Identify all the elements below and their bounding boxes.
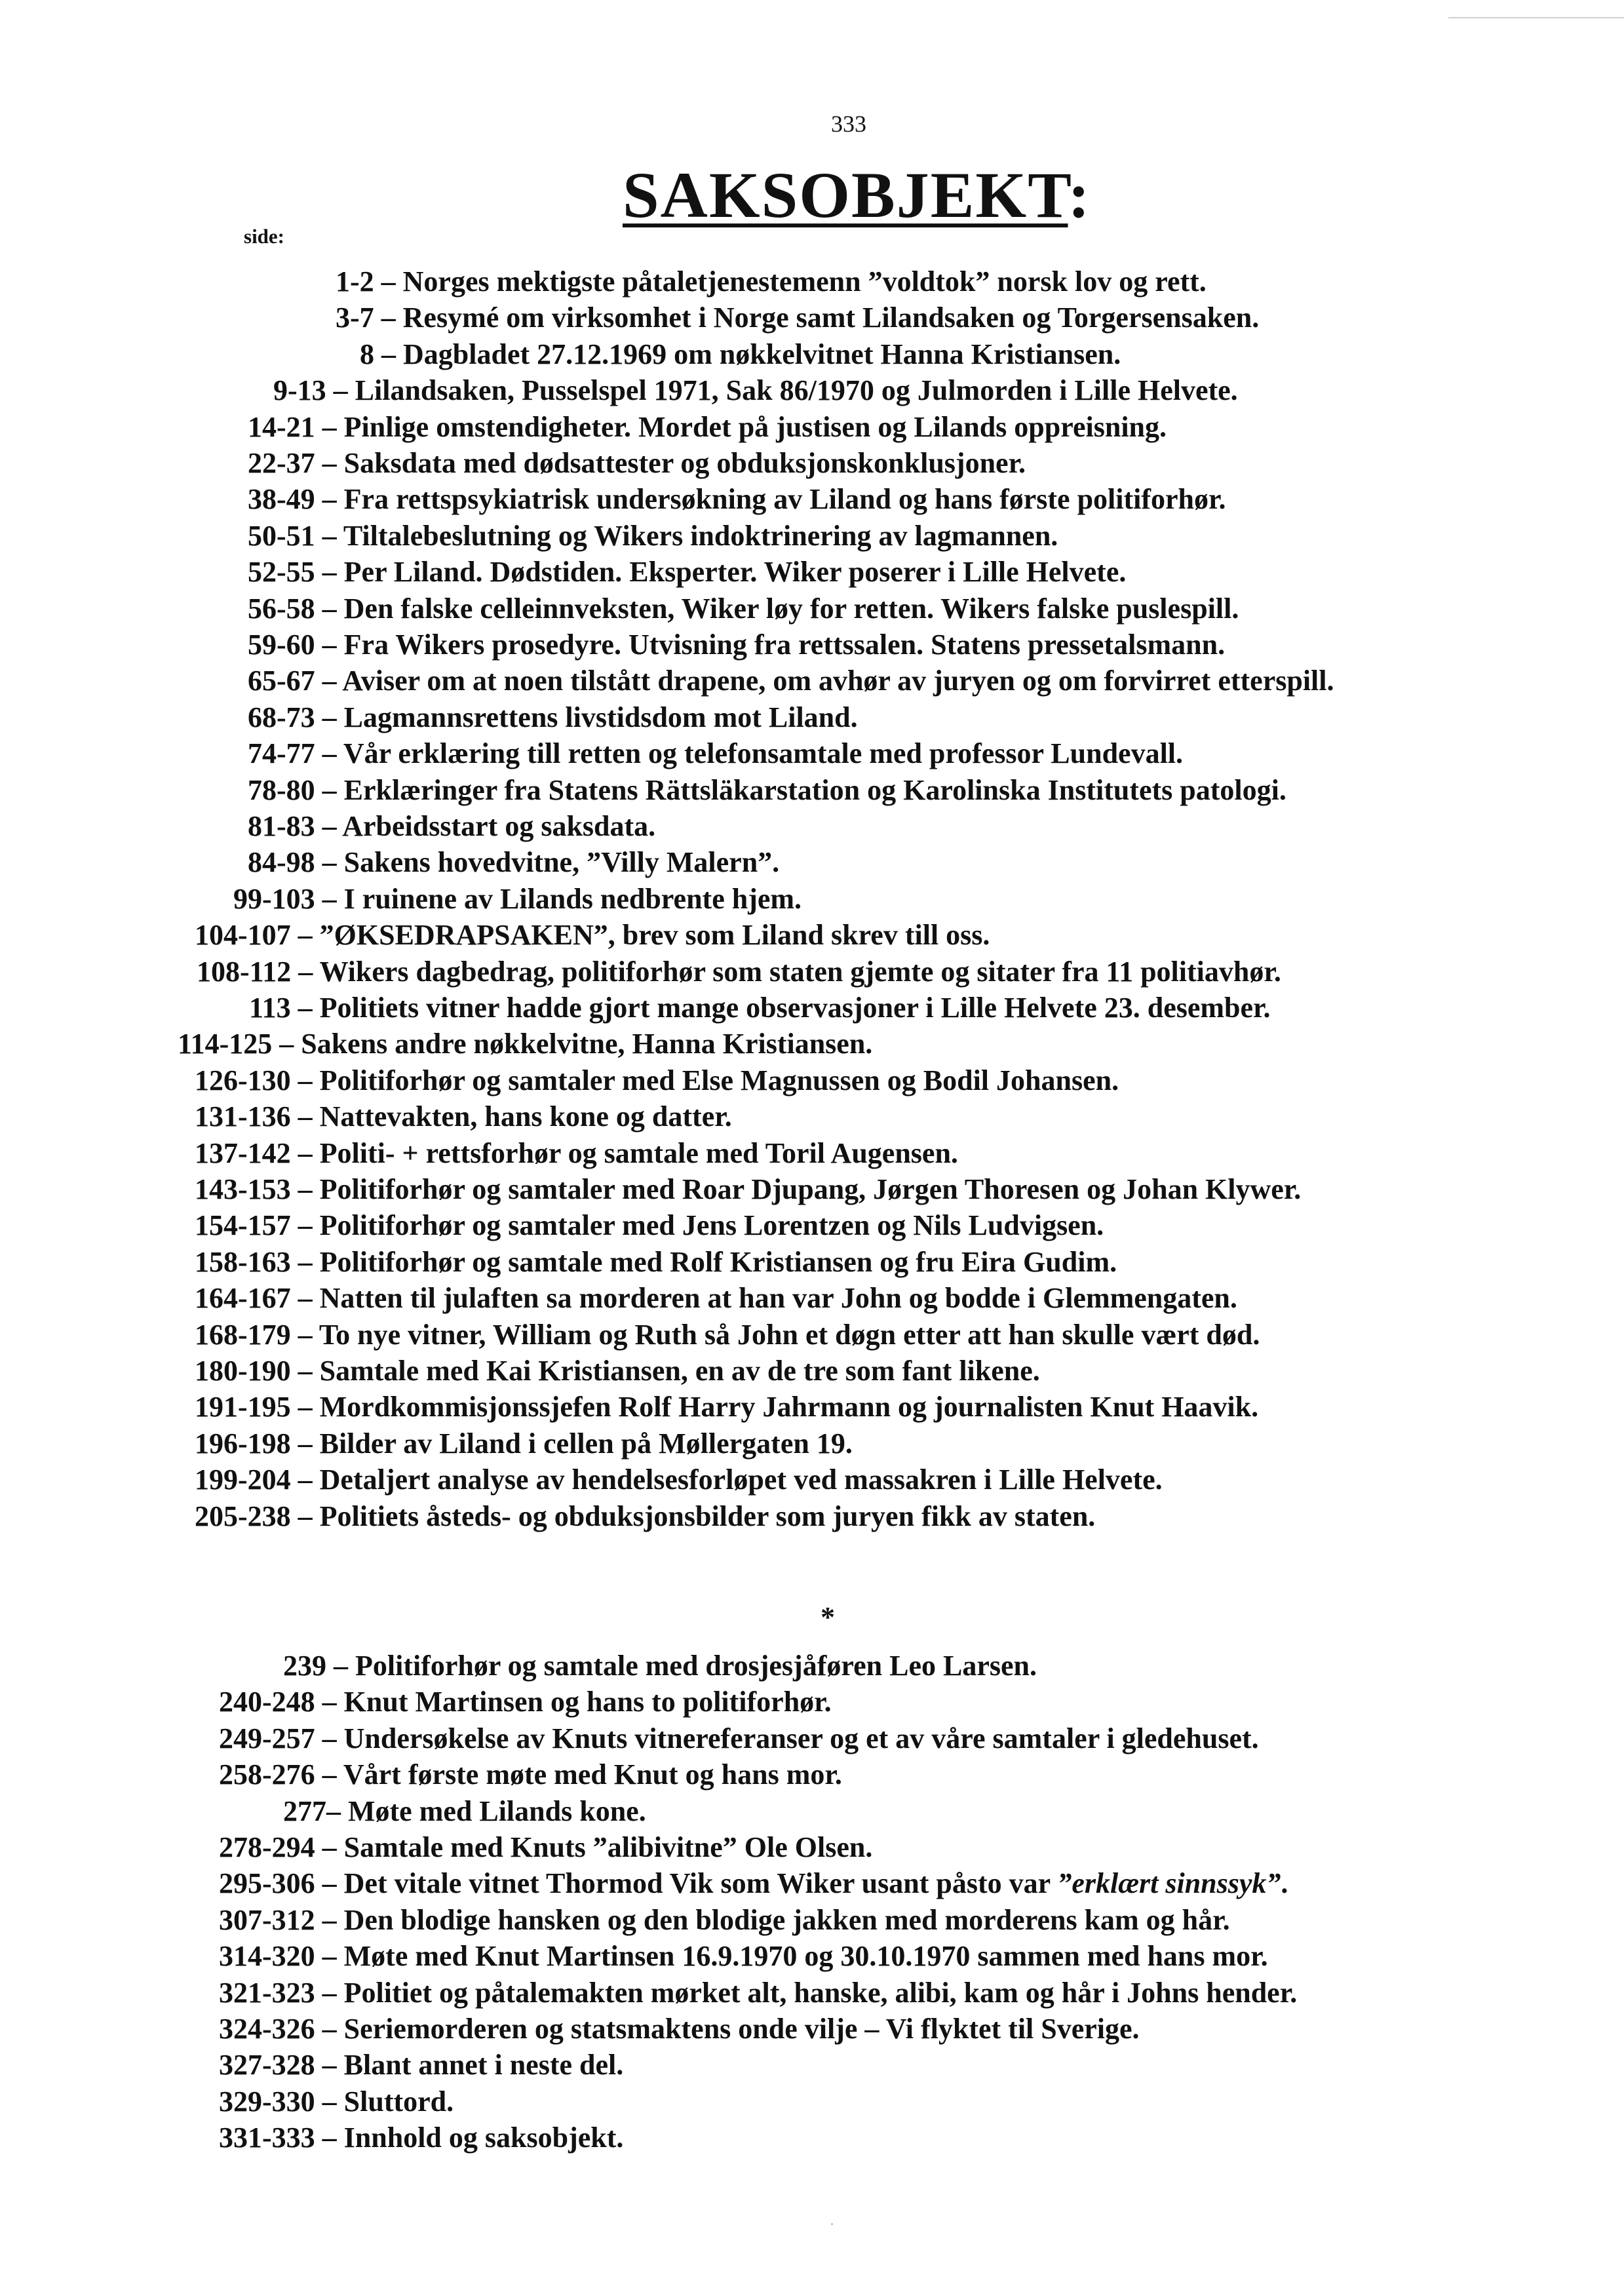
contents-entry	[195, 1175, 1301, 1204]
contents-entry	[178, 1030, 872, 1058]
entry-pages: 50-51	[248, 520, 315, 552]
contents-entry	[249, 994, 1271, 1022]
entry-dash: –	[290, 1355, 320, 1387]
scan-speck	[831, 2223, 833, 2225]
entry-dash: –	[315, 1867, 344, 1899]
entry-dash: –	[291, 956, 320, 988]
entry-pages: 81-83	[248, 810, 315, 842]
entry-dash: –	[326, 1650, 355, 1682]
entry-text: Seriemorderen og statsmaktens onde vilje – Vi flyktet til Sverige.	[343, 2013, 1140, 2045]
entry-dash: –	[315, 411, 344, 443]
contents-entry	[248, 522, 1058, 551]
entry-text: Aviser om at noen tilstått drapene, om avhør av juryen og om forvirret etterspill.	[342, 665, 1334, 697]
entry-dash: –	[315, 447, 344, 479]
entry-text: I ruinene av Lilands nedbrente hjem.	[343, 883, 802, 915]
contents-entry	[219, 2051, 623, 2080]
entry-text: Innhold og saksobjekt.	[343, 2121, 624, 2154]
contents-entry	[195, 1502, 1095, 1531]
entry-text: Mordkommisjonssjefen Rolf Harry Jahrmann og journalisten Knut Haavik.	[319, 1391, 1259, 1423]
side-label: side:	[244, 225, 284, 248]
contents-entry	[219, 1724, 1259, 1753]
entry-text: ”ØKSEDRAPSAKEN”, brev som Liland skrev till oss.	[319, 919, 990, 951]
entry-dash: –	[315, 701, 344, 733]
entry-dash: –	[315, 883, 344, 915]
contents-entry	[195, 1357, 1040, 1385]
entry-text: Natten til julaften sa morderen at han var John og bodde i Glemmengaten.	[319, 1282, 1237, 1314]
entry-pages: 199-204	[195, 1463, 291, 1496]
entry-dash: –	[315, 2121, 344, 2154]
entry-text: Knut Martinsen og hans to politiforhør.	[343, 1686, 832, 1718]
entry-pages: 143-153	[195, 1173, 291, 1205]
entry-pages: 59-60	[248, 629, 315, 661]
entry-text: Blant annet i neste del.	[343, 2049, 624, 2081]
entry-text: Politi- + rettsforhør og samtale med Toril Augensen.	[319, 1137, 958, 1169]
entry-text: Sluttord.	[343, 2085, 454, 2118]
contents-entry	[195, 1139, 958, 1168]
entry-pages: 196-198	[195, 1427, 291, 1460]
contents-entry	[248, 558, 1126, 587]
entry-pages: 56-58	[248, 592, 315, 625]
entry-text: Bilder av Liland i cellen på Møllergaten 19.	[319, 1427, 853, 1460]
contents-entry	[195, 1393, 1258, 1422]
entry-text: Fra rettspsykiatrisk undersøkning av Liland og hans første politiforhør.	[343, 483, 1226, 515]
entry-pages: 14-21	[248, 411, 315, 443]
entry-dash: –	[315, 1977, 344, 2009]
entry-dash: –	[290, 1064, 320, 1096]
entry-pages: 52-55	[248, 556, 315, 588]
entry-text: Politiforhør og samtale med Rolf Kristiansen og fru Eira Gudim.	[319, 1246, 1117, 1278]
contents-entry	[219, 1942, 1268, 1971]
entry-pages: 84-98	[248, 846, 315, 878]
entry-pages: 113	[249, 992, 291, 1024]
entry-dash: –	[290, 1209, 320, 1241]
entry-dash: –	[315, 592, 344, 625]
entry-text: Erklæringer fra Statens Rättsläkarstation og Karolinska Institutets patologi.	[343, 774, 1286, 806]
entry-text: Møte med Lilands kone.	[348, 1795, 646, 1827]
entry-pages: 154-157	[195, 1209, 291, 1241]
entry-dash: –	[315, 1831, 344, 1863]
entry-pages: 99-103	[233, 883, 315, 915]
entry-text: Politiforhør og samtale med drosjesjåføren Leo Larsen.	[355, 1650, 1037, 1682]
entry-dash: –	[315, 846, 344, 878]
entry-pages: 249-257	[219, 1722, 315, 1754]
top-rule	[1448, 17, 1624, 18]
contents-entry	[195, 1211, 1104, 1240]
entry-pages: 191-195	[195, 1391, 291, 1423]
section-separator: *	[821, 1601, 835, 1633]
entry-dash: –	[290, 1100, 320, 1133]
entry-dash: –	[315, 810, 343, 842]
entry-dash: –	[315, 774, 344, 806]
entry-dash: –	[290, 1246, 320, 1278]
entry-pages: 3-7	[336, 301, 374, 334]
entry-dash: –	[374, 338, 403, 370]
entry-pages: 258-276	[219, 1758, 315, 1791]
entry-pages: 74-77	[248, 737, 315, 769]
entry-text: Det vitale vitnet Thormod Vik som Wiker usant påsto var	[343, 1867, 1058, 1899]
entry-dash: –	[315, 1904, 344, 1936]
entry-pages: 65-67	[248, 665, 315, 697]
entry-text: Samtale med Knuts ”alibivitne” Ole Olsen.	[343, 1831, 873, 1863]
entry-dash: –	[315, 483, 344, 515]
entry-dash: –	[290, 1463, 320, 1496]
entry-text: Norges mektigste påtaletjenestemenn ”voldtok” norsk lov og rett.	[402, 265, 1207, 298]
entry-text: Lagmannsrettens livstidsdom mot Liland.	[343, 701, 858, 733]
entry-dash: –	[315, 520, 343, 552]
entry-dash: –	[315, 629, 344, 661]
contents-entry	[219, 1760, 842, 1789]
entry-pages: 108-112	[197, 956, 292, 988]
contents-entry	[248, 739, 1183, 768]
entry-pages: 278-294	[219, 1831, 315, 1863]
contents-entry	[248, 812, 655, 841]
entry-dash: –	[326, 1795, 348, 1827]
contents-entry	[248, 449, 1026, 478]
entry-text: Politiforhør og samtaler med Else Magnussen og Bodil Johansen.	[319, 1064, 1119, 1096]
entry-pages: 327-328	[219, 2049, 315, 2081]
entry-pages: 164-167	[195, 1282, 291, 1314]
entry-text: Vår erklæring till retten og telefonsamtale med professor Lundevall.	[343, 737, 1184, 769]
title-text: SAKSOBJEKT	[623, 159, 1068, 231]
contents-entry	[195, 1102, 732, 1131]
entry-pages: 68-73	[248, 701, 315, 733]
entry-text: Politiforhør og samtaler med Roar Djupang, Jørgen Thoresen og Johan Klywer.	[319, 1173, 1302, 1205]
entry-dash: –	[290, 1391, 320, 1423]
entry-dash: –	[272, 1028, 301, 1060]
entry-pages: 137-142	[195, 1137, 291, 1169]
entry-dash: –	[315, 737, 343, 769]
entry-pages: 8	[360, 338, 374, 370]
contents-entry	[195, 921, 990, 950]
entry-dash: –	[326, 374, 355, 406]
entry-text: Politiet og påtalemakten mørket alt, hanske, alibi, kam og hår i Johns hender.	[343, 1977, 1298, 2009]
contents-entry	[219, 1906, 1230, 1935]
entry-dash: –	[315, 2085, 344, 2118]
entry-dash: –	[290, 1173, 320, 1205]
entry-pages: 9-13	[273, 374, 326, 406]
entry-text: Arbeidsstart og saksdata.	[342, 810, 656, 842]
entry-text: Sakens hovedvitne, ”Villy Malern”.	[343, 846, 780, 878]
entry-pages: 277	[283, 1795, 326, 1827]
entry-emphasis: ”erklært sinnssyk”	[1057, 1867, 1281, 1899]
entry-text: Politiets vitner hadde gjort mange observasjoner i Lille Helvete 23. desember.	[319, 992, 1271, 1024]
entry-pages: 78-80	[248, 774, 315, 806]
entry-text: Dagbladet 27.12.1969 om nøkkelvitnet Hanna Kristiansen.	[403, 338, 1121, 370]
entry-pages: 38-49	[248, 483, 315, 515]
entry-dash: –	[290, 919, 320, 951]
contents-entry	[219, 1979, 1297, 2007]
entry-pages: 295-306	[219, 1867, 315, 1899]
entry-dash: –	[290, 1500, 320, 1532]
contents-entry	[195, 1248, 1117, 1277]
entry-text: Den blodige hansken og den blodige jakken med morderens kam og hår.	[343, 1904, 1230, 1936]
entry-pages: 239	[283, 1650, 326, 1682]
entry-dash: –	[315, 556, 344, 588]
entry-dash: –	[290, 1137, 320, 1169]
title-colon: :	[1068, 159, 1091, 231]
contents-entry	[248, 703, 858, 732]
entry-text: Saksdata med dødsattester og obduksjonskonklusjoner.	[343, 447, 1026, 479]
entry-dash: –	[315, 1758, 343, 1791]
contents-entry	[195, 1066, 1119, 1095]
contents-entry	[283, 1652, 1037, 1680]
entry-pages: 324-326	[219, 2013, 315, 2045]
contents-entry	[248, 776, 1286, 805]
entry-dash: –	[290, 1427, 320, 1460]
entry-pages: 307-312	[219, 1904, 315, 1936]
page-number: 333	[831, 111, 866, 137]
entry-dash: –	[315, 1940, 344, 1972]
entry-dash: –	[315, 665, 343, 697]
entry-dash: –	[374, 301, 403, 334]
entry-text: Politiforhør og samtaler med Jens Lorentzen og Nils Ludvigsen.	[319, 1209, 1104, 1241]
contents-entry	[336, 303, 1259, 332]
contents-entry	[219, 1688, 832, 1716]
entry-text: Detaljert analyse av hendelsesforløpet ved massakren i Lille Helvete.	[319, 1463, 1163, 1496]
contents-entry	[195, 1429, 853, 1458]
contents-entry	[219, 2087, 454, 2116]
contents-entry	[248, 667, 1334, 695]
entry-text: Samtale med Kai Kristiansen, en av de tre som fant likene.	[319, 1355, 1040, 1387]
contents-entry	[219, 2015, 1140, 2044]
entry-text: Vårt første møte med Knut og hans mor.	[343, 1758, 842, 1791]
contents-entry	[219, 2123, 623, 2152]
entry-pages: 168-179	[195, 1319, 291, 1351]
entry-text: Nattevakten, hans kone og datter.	[319, 1100, 732, 1133]
entry-pages: 131-136	[195, 1100, 291, 1133]
entry-pages: 126-130	[195, 1064, 291, 1096]
contents-entry	[233, 885, 802, 914]
entry-pages: 321-323	[219, 1977, 315, 2009]
entry-pages: 180-190	[195, 1355, 291, 1387]
entry-text: Per Liland. Dødstiden. Eksperter. Wiker poserer i Lille Helvete.	[343, 556, 1127, 588]
contents-entry	[195, 1284, 1237, 1313]
contents-entry	[219, 1869, 1288, 1898]
contents-entry	[195, 1465, 1163, 1494]
contents-entry	[336, 267, 1207, 296]
entry-pages: 104-107	[195, 919, 291, 951]
entry-text: Wikers dagbedrag, politiforhør som staten gjemte og sitater fra 11 politiavhør.	[319, 956, 1281, 988]
entry-tail: .	[1281, 1867, 1288, 1899]
contents-entry	[283, 1797, 646, 1826]
contents-entry	[273, 376, 1238, 405]
entry-pages: 329-330	[219, 2085, 315, 2118]
contents-entry	[360, 340, 1121, 369]
entry-dash: –	[315, 1722, 344, 1754]
entry-text: Tiltalebeslutning og Wikers indoktrinering av lagmannen.	[343, 520, 1058, 552]
entry-dash: –	[315, 2049, 344, 2081]
entry-dash: –	[315, 1686, 344, 1718]
entry-dash: –	[290, 992, 320, 1024]
contents-entry	[248, 630, 1225, 659]
contents-entry	[248, 848, 779, 877]
entry-pages: 314-320	[219, 1940, 315, 1972]
entry-dash: –	[315, 2013, 344, 2045]
entry-pages: 240-248	[219, 1686, 315, 1718]
entry-text: To nye vitner, William og Ruth så John et døgn etter att han skulle vært død.	[319, 1319, 1260, 1351]
contents-entry	[248, 485, 1226, 514]
entry-text: Møte med Knut Martinsen 16.9.1970 og 30.10.1970 sammen med hans mor.	[343, 1940, 1268, 1972]
entry-pages: 205-238	[195, 1500, 291, 1532]
entry-pages: 22-37	[248, 447, 315, 479]
entry-text: Pinlige omstendigheter. Mordet på justisen og Lilands oppreisning.	[343, 411, 1167, 443]
contents-entry	[248, 594, 1239, 623]
entry-dash: –	[290, 1319, 319, 1351]
entry-pages: 114-125	[178, 1028, 273, 1060]
entry-text: Lilandsaken, Pusselspel 1971, Sak 86/1970 og Julmorden i Lille Helvete.	[355, 374, 1238, 406]
entry-text: Sakens andre nøkkelvitne, Hanna Kristiansen.	[301, 1028, 873, 1060]
contents-entry	[248, 413, 1167, 442]
entry-text: Undersøkelse av Knuts vitnereferanser og et av våre samtaler i gledehuset.	[343, 1722, 1259, 1754]
contents-entry	[197, 958, 1281, 986]
contents-entry	[219, 1833, 872, 1862]
entry-text: Politiets åsteds- og obduksjonsbilder som juryen fikk av staten.	[319, 1500, 1096, 1532]
entry-dash: –	[374, 265, 403, 298]
entry-pages: 331-333	[219, 2121, 315, 2154]
page-title	[623, 157, 1091, 233]
entry-text: Fra Wikers prosedyre. Utvisning fra rettssalen. Statens pressetalsmann.	[343, 629, 1226, 661]
entry-dash: –	[290, 1282, 320, 1314]
entry-text: Resymé om virksomhet i Norge samt Lilandsaken og Torgersensaken.	[402, 301, 1260, 334]
entry-pages: 1-2	[336, 265, 374, 298]
contents-entry	[195, 1321, 1260, 1349]
entry-text: Den falske celleinnveksten, Wiker løy for retten. Wikers falske puslespill.	[343, 592, 1239, 625]
entry-pages: 158-163	[195, 1246, 291, 1278]
